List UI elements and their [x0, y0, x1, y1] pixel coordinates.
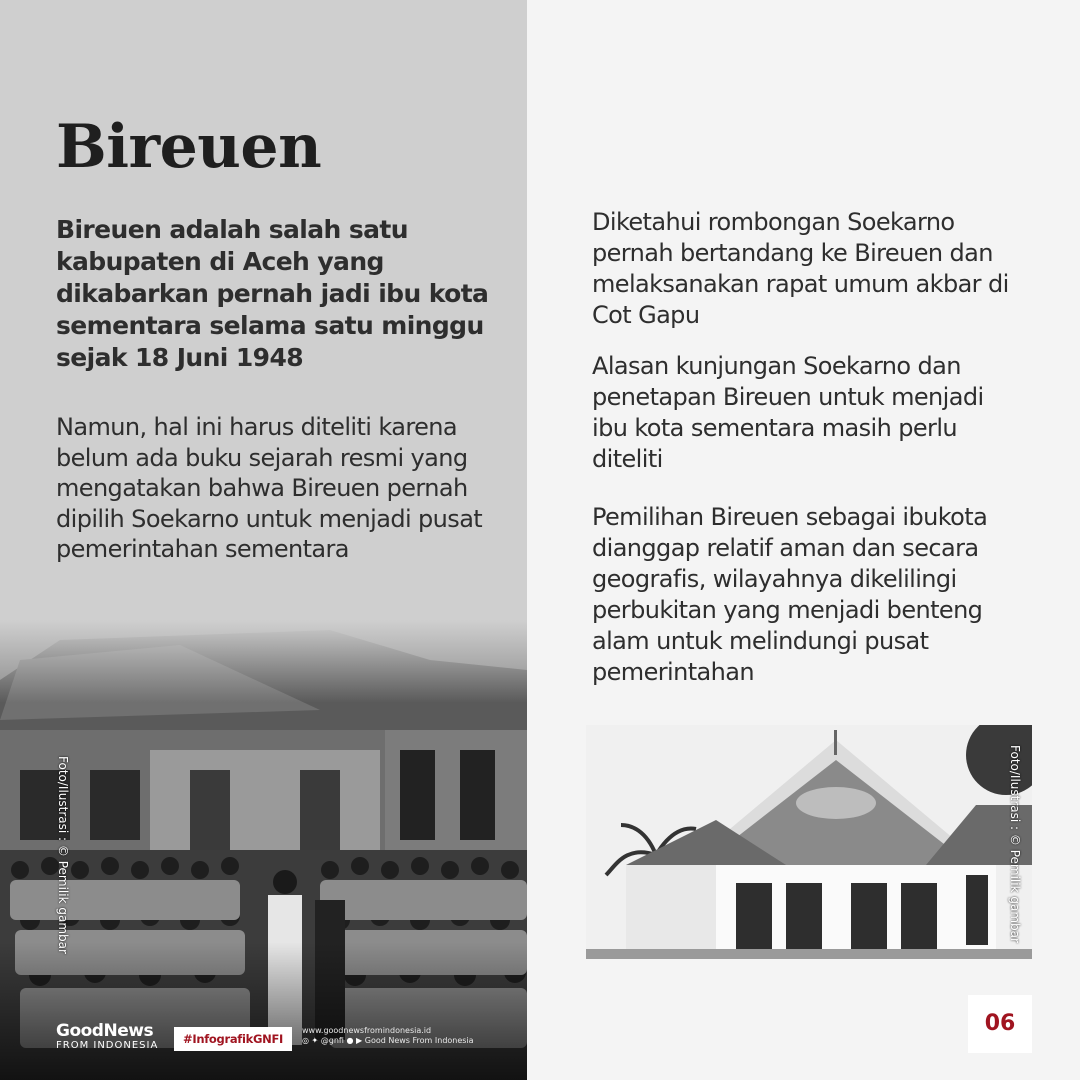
- brand-sub: FROM INDONESIA: [56, 1040, 159, 1051]
- left-panel: [0, 0, 527, 1080]
- body-paragraph: Namun, hal ini harus diteliti karena belum ada buku sejarah resmi yang mengatakan bahwa Bireuen pernah dipilih Soekarno untuk menjadi pusat pemerintahan sementara: [56, 413, 483, 563]
- page-title: Bireuen: [56, 112, 322, 182]
- page-number-box: [968, 995, 1032, 1053]
- youtube-icon: ▶: [356, 1036, 363, 1045]
- website-link[interactable]: www.goodnewsfromindonesia.id: [302, 1026, 432, 1035]
- right-paragraph-2: Alasan kunjungan Soekarno dan penetapan Bireuen untuk menjadi ibu kota sementara masih perlu diteliti: [592, 352, 984, 473]
- brand-main: GoodNews: [56, 1021, 154, 1041]
- page-number: 06: [984, 1011, 1016, 1036]
- gnfi-logo: [56, 1022, 158, 1052]
- hashtag-badge: #InfografikGNFI: [174, 1027, 292, 1051]
- facebook-icon: ●: [346, 1036, 354, 1045]
- footer-links: [302, 1026, 474, 1046]
- right-paragraph-3: Pemilihan Bireuen sebagai ibukota dianggap relatif aman dan secara geografis, wilayahnya dikelilingi perbukitan yang menjadi benteng alam untuk melindungi pusat pemerintahan: [592, 503, 988, 686]
- photo-credit-left: Foto/Ilustrasi : © Pemilik gambar: [56, 756, 70, 954]
- twitter-icon: ✦: [311, 1036, 319, 1045]
- historical-group-photo: [0, 620, 527, 1080]
- social-name: Good News From Indonesia: [364, 1036, 474, 1045]
- right-paragraph-1: Diketahui rombongan Soekarno pernah bertandang ke Bireuen dan melaksanakan rapat umum akbar di Cot Gapu: [592, 208, 1009, 329]
- social-handle: @gnfi: [320, 1036, 344, 1045]
- photo-credit-right: Foto/Ilustrasi : © Pemilik gambar: [1008, 745, 1022, 943]
- historic-house-photo: [586, 725, 1032, 959]
- instagram-icon: ◎: [302, 1036, 309, 1045]
- lead-paragraph: Bireuen adalah salah satu kabupaten di Aceh yang dikabarkan pernah jadi ibu kota sementara selama satu minggu sejak 18 Juni 1948: [56, 215, 489, 372]
